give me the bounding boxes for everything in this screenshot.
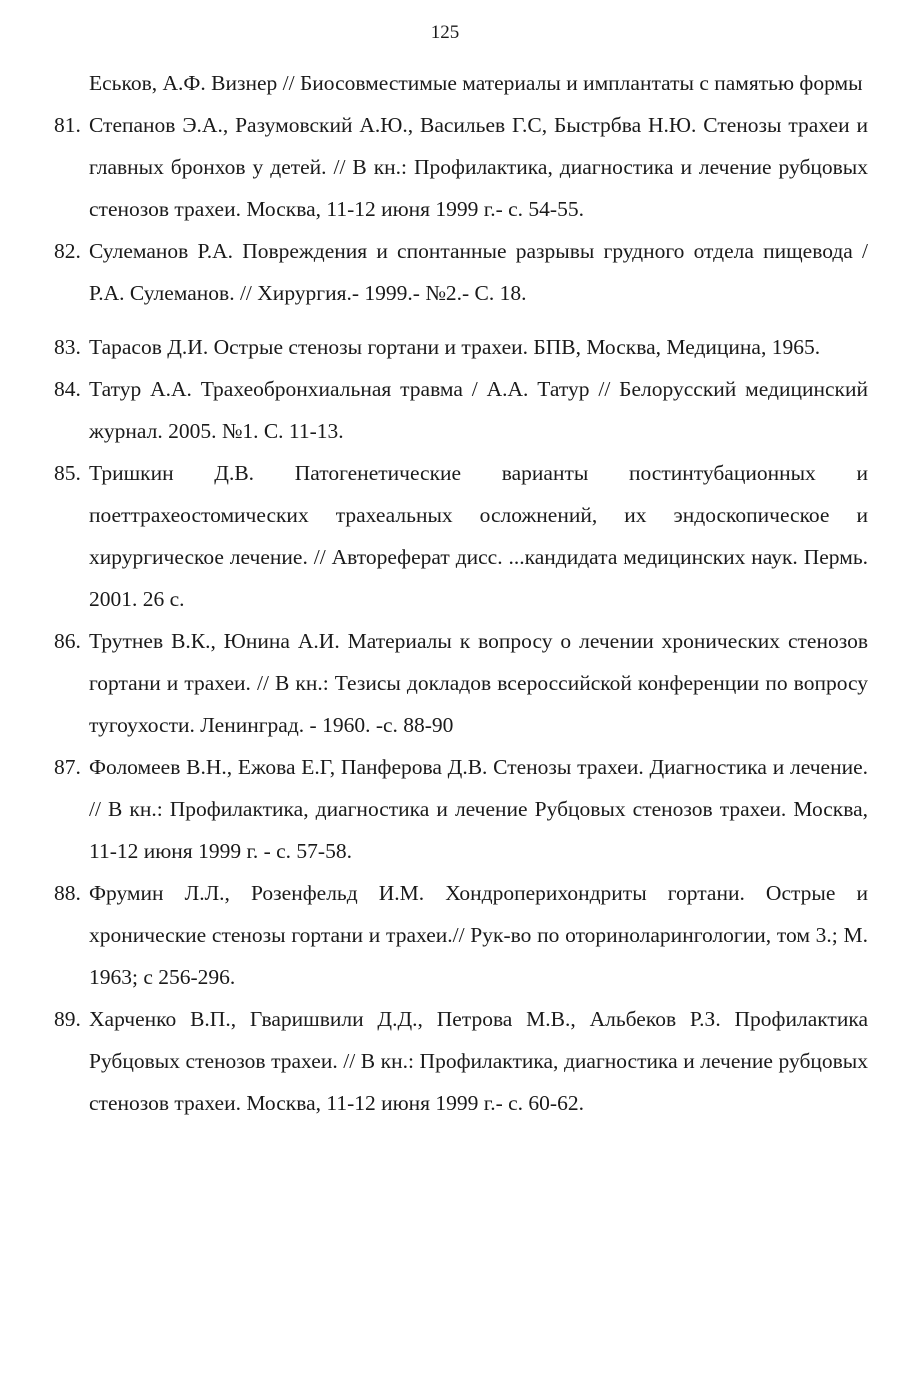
reference-text: Трутнев В.К., Юнина А.И. Материалы к вопросу о лечении хронических стенозов гортани и трахеи. // В кн.: Тезисы докладов всероссийской конференции по вопросу тугоухости. Ленинград. - 1960. -с. 88-90 [89, 629, 868, 737]
reference-item-87 [54, 746, 868, 872]
reference-text: Степанов Э.А., Разумовский А.Ю., Васильев Г.С, Быстрбва Н.Ю. Стенозы трахеи и главных бронхов у детей. // В кн.: Профилактика, диагностика и лечение рубцовых стенозов трахеи. Москва, 11-12 июня 1999 г.- с. 54-55. [89, 113, 868, 221]
reference-item-continued [54, 62, 868, 104]
reference-number: 82. [54, 239, 81, 263]
reference-text: Сулеманов Р.А. Повреждения и спонтанные разрывы грудного отдела пищевода / Р.А. Сулеманов. // Хирургия.- 1999.- №2.- С. 18. [89, 239, 868, 305]
reference-item-89 [54, 998, 868, 1124]
reference-number: 89. [54, 1007, 81, 1031]
reference-text: Татур А.А. Трахеобронхиальная травма / А.А. Татур // Белорусский медицинский журнал. 2005. №1. С. 11-13. [89, 377, 868, 443]
reference-item-82 [54, 230, 868, 314]
reference-item-85 [54, 452, 868, 620]
reference-text: Фрумин Л.Л., Розенфельд И.М. Хондроперихондриты гортани. Острые и хронические стенозы гортани и трахеи.// Рук-во по оториноларингологии, том 3.; М. 1963; с 256-296. [89, 881, 868, 989]
reference-number: 87. [54, 755, 81, 779]
reference-list [54, 62, 868, 1124]
reference-text: Фоломеев В.Н., Ежова Е.Г, Панферова Д.В. Стенозы трахеи. Диагностика и лечение. // В кн.: Профилактика, диагностика и лечение Рубцовых стенозов трахеи. Москва, 11-12 июня 1999 г. - с. 57-58. [89, 755, 868, 863]
reference-item-84 [54, 368, 868, 452]
reference-text: Еськов, А.Ф. Визнер // Биосовместимые материалы и имплантаты с памятью формы [89, 71, 863, 95]
reference-item-86 [54, 620, 868, 746]
reference-number: 84. [54, 377, 81, 401]
reference-text: Тарасов Д.И. Острые стенозы гортани и трахеи. БПВ, Москва, Медицина, 1965. [89, 335, 821, 359]
reference-number: 85. [54, 461, 81, 485]
reference-number: 86. [54, 629, 81, 653]
reference-number: 81. [54, 113, 81, 137]
page-number: 125 [430, 22, 460, 43]
reference-item-81 [54, 104, 868, 230]
reference-text: Тришкин Д.В. Патогенетические варианты постинтубационных и поеттрахеостомических трахеальных осложнений, их эндоскопическое и хирургическое лечение. // Автореферат дисс. ...кандидата медицинских наук. Пермь. 2001. 26 с. [89, 461, 868, 611]
reference-number: 88. [54, 881, 81, 905]
reference-number: 83. [54, 335, 81, 359]
reference-text: Харченко В.П., Гваришвили Д.Д., Петрова М.В., Альбеков Р.З. Профилактика Рубцовых стенозов трахеи. // В кн.: Профилактика, диагностика и лечение рубцовых стенозов трахеи. Москва, 11-12 июня 1999 г.- с. 60-62. [89, 1007, 868, 1115]
reference-item-88 [54, 872, 868, 998]
reference-item-83 [54, 326, 868, 368]
